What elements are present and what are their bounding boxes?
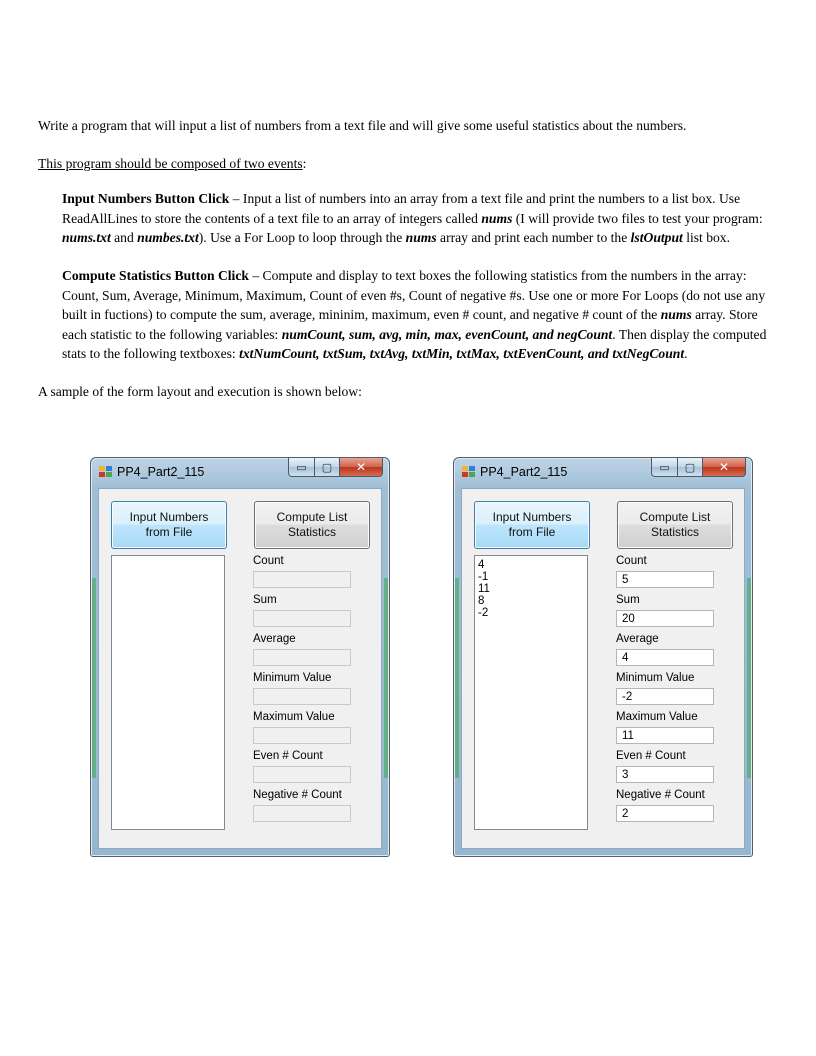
window-title: PP4_Part2_115 — [117, 465, 205, 479]
count-textbox[interactable] — [253, 571, 351, 588]
compute-section-heading: Compute Statistics Button Click — [62, 267, 249, 283]
list-item[interactable]: 4 — [478, 559, 485, 571]
app-icon — [462, 466, 476, 478]
form-window-empty — [90, 457, 390, 857]
compute-statistics-button[interactable]: Compute List Statistics — [254, 501, 370, 549]
app-icon — [99, 466, 113, 478]
assignment-text — [38, 116, 783, 402]
minimize-icon[interactable]: ▭ — [288, 458, 315, 477]
window-controls — [651, 458, 746, 477]
max-label: Maximum Value — [616, 711, 698, 723]
minimize-icon[interactable]: ▭ — [651, 458, 678, 477]
output-listbox[interactable] — [474, 555, 588, 830]
neg-textbox[interactable]: 2 — [616, 805, 714, 822]
title-bar[interactable] — [454, 458, 752, 488]
min-label: Minimum Value — [253, 672, 332, 684]
title-bar[interactable] — [91, 458, 389, 488]
sum-label: Sum — [616, 594, 640, 606]
max-textbox[interactable]: 11 — [616, 727, 714, 744]
sample-caption: A sample of the form layout and execution is shown below: — [38, 383, 362, 399]
frame-glow-left — [92, 578, 96, 778]
min-textbox[interactable] — [253, 688, 351, 705]
form-client-area — [98, 488, 382, 849]
sum-textbox[interactable]: 20 — [616, 610, 714, 627]
count-label: Count — [616, 555, 647, 567]
form-window-filled — [453, 457, 753, 857]
even-textbox[interactable]: 3 — [616, 766, 714, 783]
list-item[interactable]: -1 — [478, 571, 489, 583]
window-controls — [288, 458, 383, 477]
even-textbox[interactable] — [253, 766, 351, 783]
list-item[interactable]: -2 — [478, 607, 489, 619]
maximize-icon[interactable]: ▢ — [315, 458, 340, 477]
count-label: Count — [253, 555, 284, 567]
output-listbox[interactable] — [111, 555, 225, 830]
min-label: Minimum Value — [616, 672, 695, 684]
maximize-icon[interactable]: ▢ — [678, 458, 703, 477]
neg-label: Negative # Count — [616, 789, 705, 801]
average-textbox[interactable] — [253, 649, 351, 666]
average-textbox[interactable]: 4 — [616, 649, 714, 666]
list-item[interactable]: 11 — [478, 583, 490, 595]
input-numbers-button[interactable]: Input Numbers from File — [111, 501, 227, 549]
average-label: Average — [253, 633, 296, 645]
input-numbers-button[interactable]: Input Numbers from File — [474, 501, 590, 549]
input-section-heading: Input Numbers Button Click — [62, 191, 230, 207]
even-label: Even # Count — [253, 750, 323, 762]
average-label: Average — [616, 633, 659, 645]
close-icon[interactable]: ✕ — [340, 458, 383, 477]
intro-paragraph: Write a program that will input a list of numbers from a text file and will give some useful statistics about the numbers. — [38, 118, 687, 133]
list-item[interactable]: 8 — [478, 595, 485, 607]
frame-glow-left — [455, 578, 459, 778]
window-title: PP4_Part2_115 — [480, 465, 568, 479]
max-label: Maximum Value — [253, 711, 335, 723]
neg-label: Negative # Count — [253, 789, 342, 801]
input-section: Input Numbers Button Click – Input a list of numbers into an array from a text file and print the numbers to a list box. Use ReadAllLines to store the contents of a text file to an array of integers called nums (I will provide two files to test your program: nums.txt and numbes.txt). Use a For Loop to loop through the nums array and print each number to the lstOutput list box. — [62, 191, 763, 246]
max-textbox[interactable] — [253, 727, 351, 744]
form-client-area — [461, 488, 745, 849]
frame-glow-right — [747, 578, 751, 778]
close-icon[interactable]: ✕ — [703, 458, 746, 477]
sum-label: Sum — [253, 594, 277, 606]
compute-statistics-button[interactable]: Compute List Statistics — [617, 501, 733, 549]
even-label: Even # Count — [616, 750, 686, 762]
compute-section: Compute Statistics Button Click – Compute and display to text boxes the following statistics from the numbers in the array: Count, Sum, Average, Minimum, Maximum, Count of even #s, Count of negative #s. Use one or more For Loops (do not use any built in fuctions) to compute the sum, average, mininim, maximum, even # count, and negative # count of the nums array. Store each statistic to the following variables: numCount, sum, avg, min, max, evenCount, and negCount. Then display the computed stats to the following textboxes: txtNumCount, txtSum, txtAvg, txtMin, txtMax, txtEvenCount, and txtNegCount. — [62, 267, 767, 362]
count-textbox[interactable]: 5 — [616, 571, 714, 588]
events-heading: This program should be composed of two events: — [38, 155, 307, 171]
min-textbox[interactable]: -2 — [616, 688, 714, 705]
neg-textbox[interactable] — [253, 805, 351, 822]
sum-textbox[interactable] — [253, 610, 351, 627]
frame-glow-right — [384, 578, 388, 778]
